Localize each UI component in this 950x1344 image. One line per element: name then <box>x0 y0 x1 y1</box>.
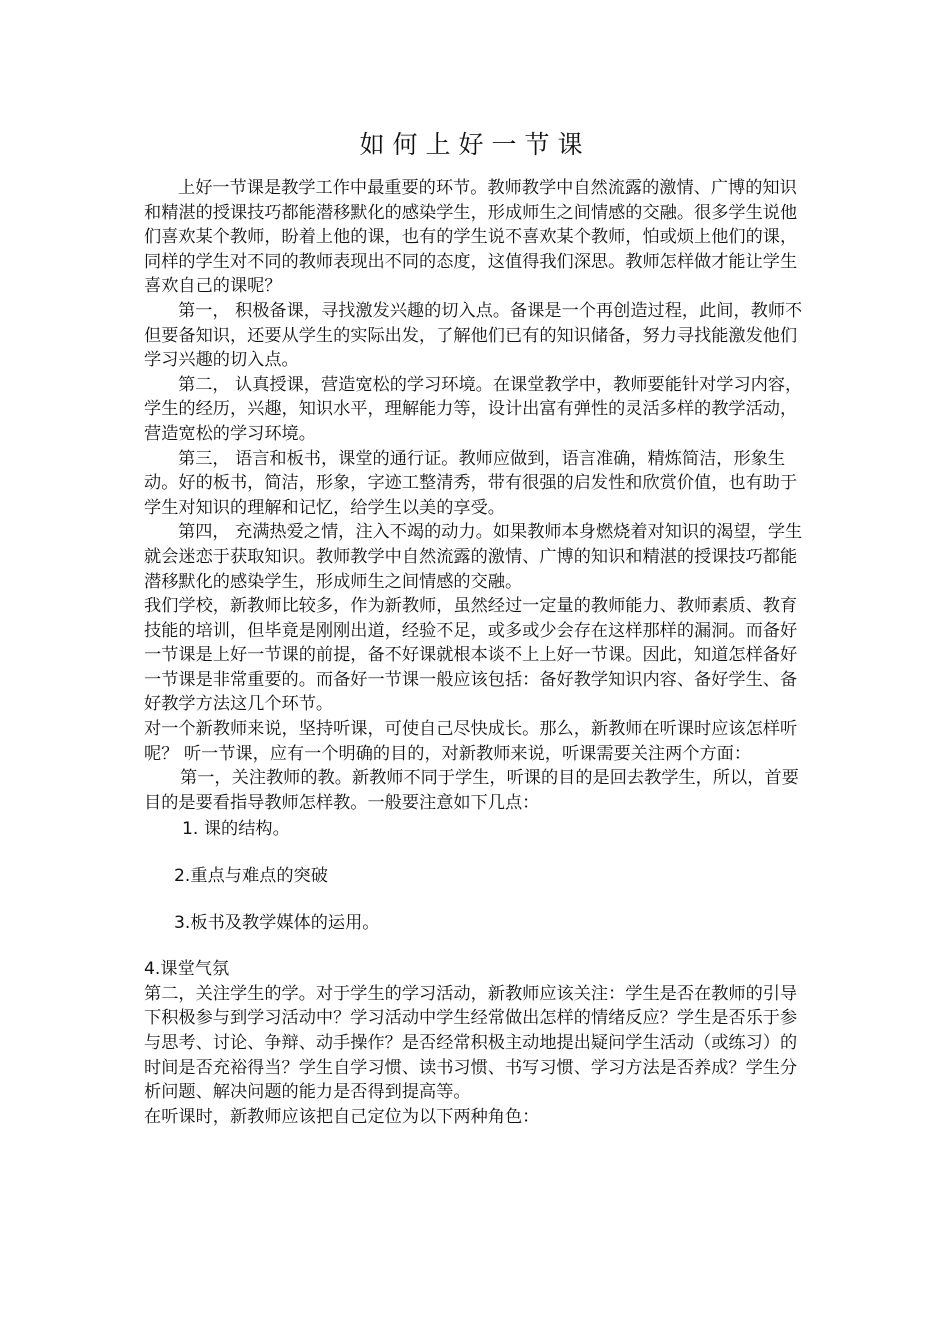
document-title: 如何上好一节课 <box>359 130 591 159</box>
paragraph-intro: 上好一节课是教学工作中最重要的环节。教师教学中自然流露的激情、广博的知识和精湛的授课技巧都能潜移默化的感染学生，形成师生之间情感的交融。很多学生说他们喜欢某个教师，盼着上他的课，也有的学生说不喜欢某个教师，怕或烦上他们的课，同样的学生对不同的教师表现出不同的态度，这值得我们深思。教师怎样做才能让学生喜欢自己的课呢？ <box>144 178 798 297</box>
paragraph-listening: 对一个新教师来说，坚持听课，可使自己尽快成长。那么，新教师在听课时应该怎样听呢？ 听一节课，应有一个明确的目的，对新教师来说，听课需要关注两个方面： <box>144 719 798 764</box>
paragraph-focus-teacher: 第一，关注教师的教。新教师不同于学生，听课的目的是回去教学生，所以，首要目的是要看指导教师怎样教。一般要注意如下几点： <box>144 768 799 813</box>
paragraph-point-4: 第四， 充满热爱之情，注入不竭的动力。如果教师本身燃烧着对知识的渴望，学生就会迷恋于获取知识。教师教学中自然流露的激情、广博的知识和精湛的授课技巧都能潜移默化的感染学生，形成师生之间情感的交融。 <box>144 522 803 592</box>
paragraph-point-3: 第三， 语言和板书，课堂的通行证。教师应做到，语言准确，精炼简洁，形象生动。好的板书，简洁，形象，字迹工整清秀，带有很强的启发性和欣赏价值，也有助于学生对知识的理解和记忆，给学生以美的享受。 <box>144 448 798 518</box>
paragraph-roles: 在听课时，新教师应该把自己定位为以下两种角色： <box>144 1106 540 1127</box>
list-item-structure: 1. 课的结构。 <box>182 819 290 840</box>
paragraph-point-1: 第一， 积极备课，寻找激发兴趣的切入点。备课是一个再创造过程，此间，教师不但要备知识，还要从学生的实际出发，了解他们已有的知识储备，努力寻找能激发他们学习兴趣的切入点。 <box>144 300 803 371</box>
spacer <box>144 842 809 864</box>
spacer <box>144 935 809 957</box>
paragraph-point-2: 第二， 认真授课，营造宽松的学习环境。在课堂教学中，教师要能针对学习内容，学生的经历，兴趣，知识水平，理解能力等，设计出富有弹性的灵活多样的教学活动，营造宽松的学习环境。 <box>144 374 803 444</box>
list-item-key-points: 2.重点与难点的突破 <box>174 866 328 887</box>
paragraph-focus-student: 第二，关注学生的学。对于学生的学习活动，新教师应该关注：学生是否在教师的引导下积极参与到学习活动中？学习活动中学生经常做出怎样的情绪反应？学生是否乐于参与思考、讨论、争辩、动手操作？是否经常积极主动地提出疑问学生活动（或练习）的时间是否充裕得当？学生自学习惯、读书习惯、书写习惯、学习方法是否养成？学生分析问题、解决问题的能力是否得到提高等。 <box>144 983 798 1103</box>
paragraph-school: 我们学校，新教师比较多，作为新教师，虽然经过一定量的教师能力、教师素质、教育技能的培训，但毕竟是刚刚出道，经验不足，或多或少会存在这样那样的漏洞。而备好一节课是上好一节课的前提，备不好课就根本谈不上上好一节课。因此，知道怎样备好一节课是非常重要的。而备好一节课一般应该包括：备好教学知识内容、备好学生、备好教学方法这几个环节。 <box>144 596 798 715</box>
document-body <box>144 176 809 1129</box>
list-item-atmosphere: 4.课堂气氛 <box>144 959 230 980</box>
list-item-board: 3.板书及教学媒体的运用。 <box>174 912 380 933</box>
spacer <box>144 889 809 911</box>
